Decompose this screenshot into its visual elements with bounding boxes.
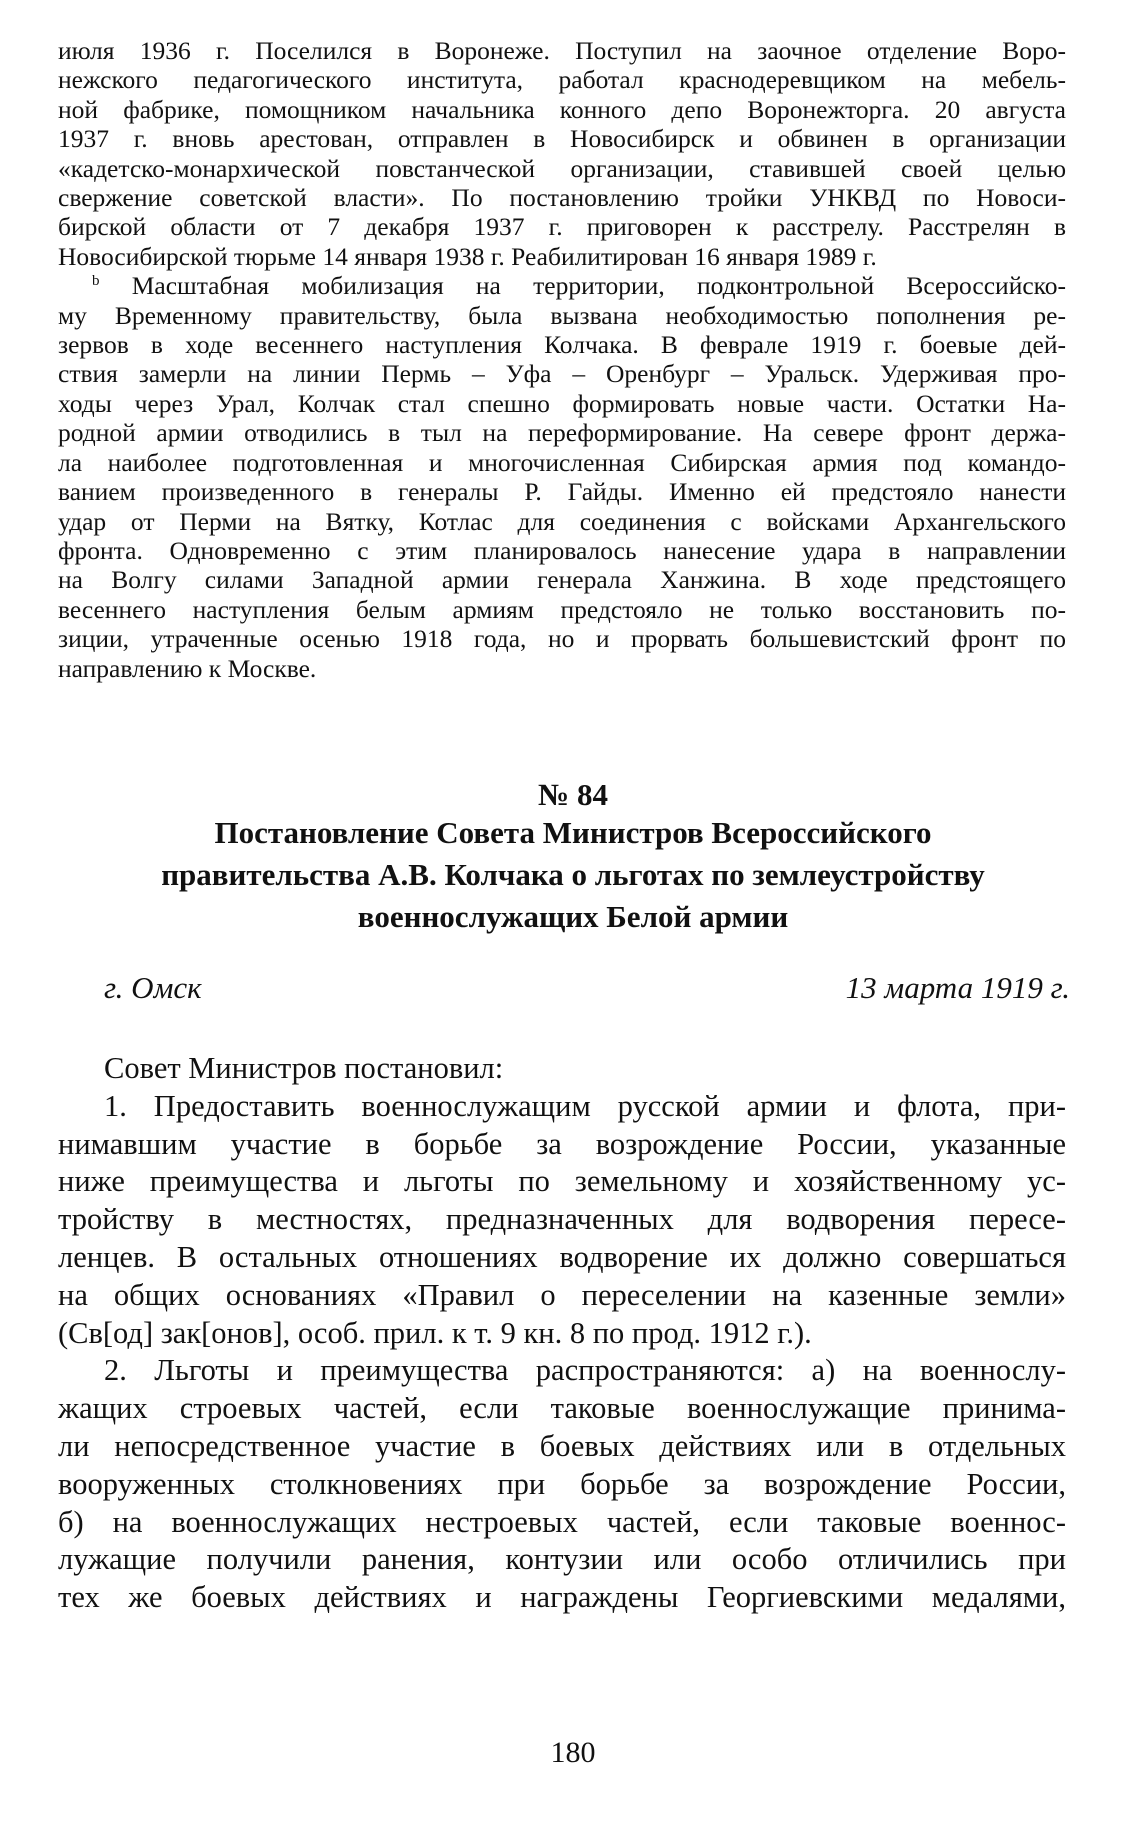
body-line: на общих основаниях «Правил о переселении на казенные земли»	[58, 1277, 1066, 1312]
footnote-line: нежского педагогического института, работал краснодеревщиком на мебель-	[58, 65, 1066, 95]
body-line: тройству в местностях, предназначенных для водворения пересе-	[58, 1202, 1066, 1237]
footnote-line: направлению к Москве.	[58, 653, 317, 683]
footnote-line: бирской области от 7 декабря 1937 г. приговорен к расстрелу. Расстрелян в	[58, 212, 1066, 242]
body-line: б) на военнослужащих нестроевых частей, если таковые военнос-	[58, 1504, 1066, 1539]
footnote-line: фронта. Одновременно с этим планировалось нанесение удара в направлении	[58, 535, 1066, 565]
footnote-line: ходы через Урал, Колчак стал спешно формировать новые части. Остатки На-	[58, 388, 1066, 418]
footnote-line: удар от Перми на Вятку, Котлас для соединения с войсками Архангельского	[58, 506, 1066, 536]
body-line: (Св[од] зак[онов], особ. прил. к т. 9 кн. 8 по прод. 1912 г.).	[58, 1315, 812, 1350]
body-line: нимавшим участие в борьбе за возрождение России, указанные	[58, 1126, 1066, 1161]
body-line: ленцев. В остальных отношениях водворение их должно совершаться	[58, 1239, 1066, 1274]
footnote-marker: b	[92, 273, 100, 290]
footnote-text: Масштабная мобилизация на территории, подконтрольной Всероссийско-	[131, 271, 1067, 301]
footnote-line: му Временному правительству, была вызвана необходимостью пополнения ре-	[58, 300, 1066, 330]
title-line: Постановление Совета Министров Всероссийского	[214, 815, 932, 850]
footnote-line: свержение советской власти». По постановлению тройки УНКВД по Новоси-	[58, 183, 1066, 213]
footnote-line: зервов в ходе весеннего наступления Колчака. В феврале 1919 г. боевые дей-	[58, 330, 1066, 360]
body-line: ниже преимущества и льготы по земельному и хозяйственному ус-	[58, 1164, 1066, 1199]
footnote-b-first-line	[58, 271, 1066, 300]
footnote-line: 1937 г. вновь арестован, отправлен в Новосибирск и обвинен в организации	[58, 124, 1066, 154]
footnote-line: ванием произведенного в генералы Р. Гайды. Именно ей предстояло нанести	[58, 477, 1066, 507]
place-date-row	[104, 968, 1070, 1008]
document-body	[58, 1050, 1066, 1617]
footnote-line: Новосибирской тюрьме 14 января 1938 г. Реабилитирован 16 января 1989 г.	[58, 241, 877, 271]
body-line: лужащие получили ранения, контузии или особо отличились при	[58, 1542, 1066, 1577]
document-title	[120, 812, 1026, 938]
footnote-line: зиции, утраченные осенью 1918 года, но и прорвать большевистский фронт по	[58, 624, 1066, 654]
body-line: вооруженных столкновениях при борьбе за возрождение России,	[58, 1466, 1066, 1501]
footnote-line: ствия замерли на линии Пермь – Уфа – Оренбург – Уральск. Удерживая про-	[58, 359, 1066, 389]
body-line: 1. Предоставить военнослужащим русской армии и флота, при-	[104, 1088, 1066, 1123]
body-intro: Совет Министров постановил:	[104, 1051, 504, 1085]
footnote-line: ной фабрике, помощником начальника конного депо Воронежторга. 20 августа	[58, 94, 1066, 124]
title-line: военнослужащих Белой армии	[357, 899, 789, 934]
footnote-line: родной армии отводились в тыл на переформирование. На севере фронт держа-	[58, 418, 1066, 448]
footnote-line: «кадетско-монархической повстанческой организации, ставившей своей целью	[58, 153, 1066, 183]
footnote-line: ла наиболее подготовленная и многочисленная Сибирская армия под командо-	[58, 447, 1066, 477]
document-place: г. Омск	[104, 970, 202, 1005]
footnote-line: июля 1936 г. Поселился в Воронеже. Поступил на заочное отделение Воро-	[58, 36, 1066, 65]
document-date: 13 марта 1919 г.	[845, 970, 1070, 1005]
title-line: правительства А.В. Колчака о льготах по землеустройству	[161, 857, 985, 892]
body-line: жащих строевых частей, если таковые военнослужащие принима-	[58, 1391, 1066, 1426]
document-number: № 84	[538, 777, 608, 812]
footnote-line: на Волгу силами Западной армии генерала Ханжина. В ходе предстоящего	[58, 565, 1066, 595]
body-line: 2. Льготы и преимущества распространяются: а) на военнослу-	[104, 1353, 1066, 1388]
footnote-line: весеннего наступления белым армиям предстояло не только восстановить по-	[58, 594, 1066, 624]
footnotes-block	[58, 36, 1066, 683]
body-line: ли непосредственное участие в боевых действиях или в отдельных	[58, 1428, 1066, 1463]
body-line: тех же боевых действиях и награждены Георгиевскими медалями,	[58, 1580, 1066, 1615]
page-number: 180	[550, 1736, 596, 1769]
